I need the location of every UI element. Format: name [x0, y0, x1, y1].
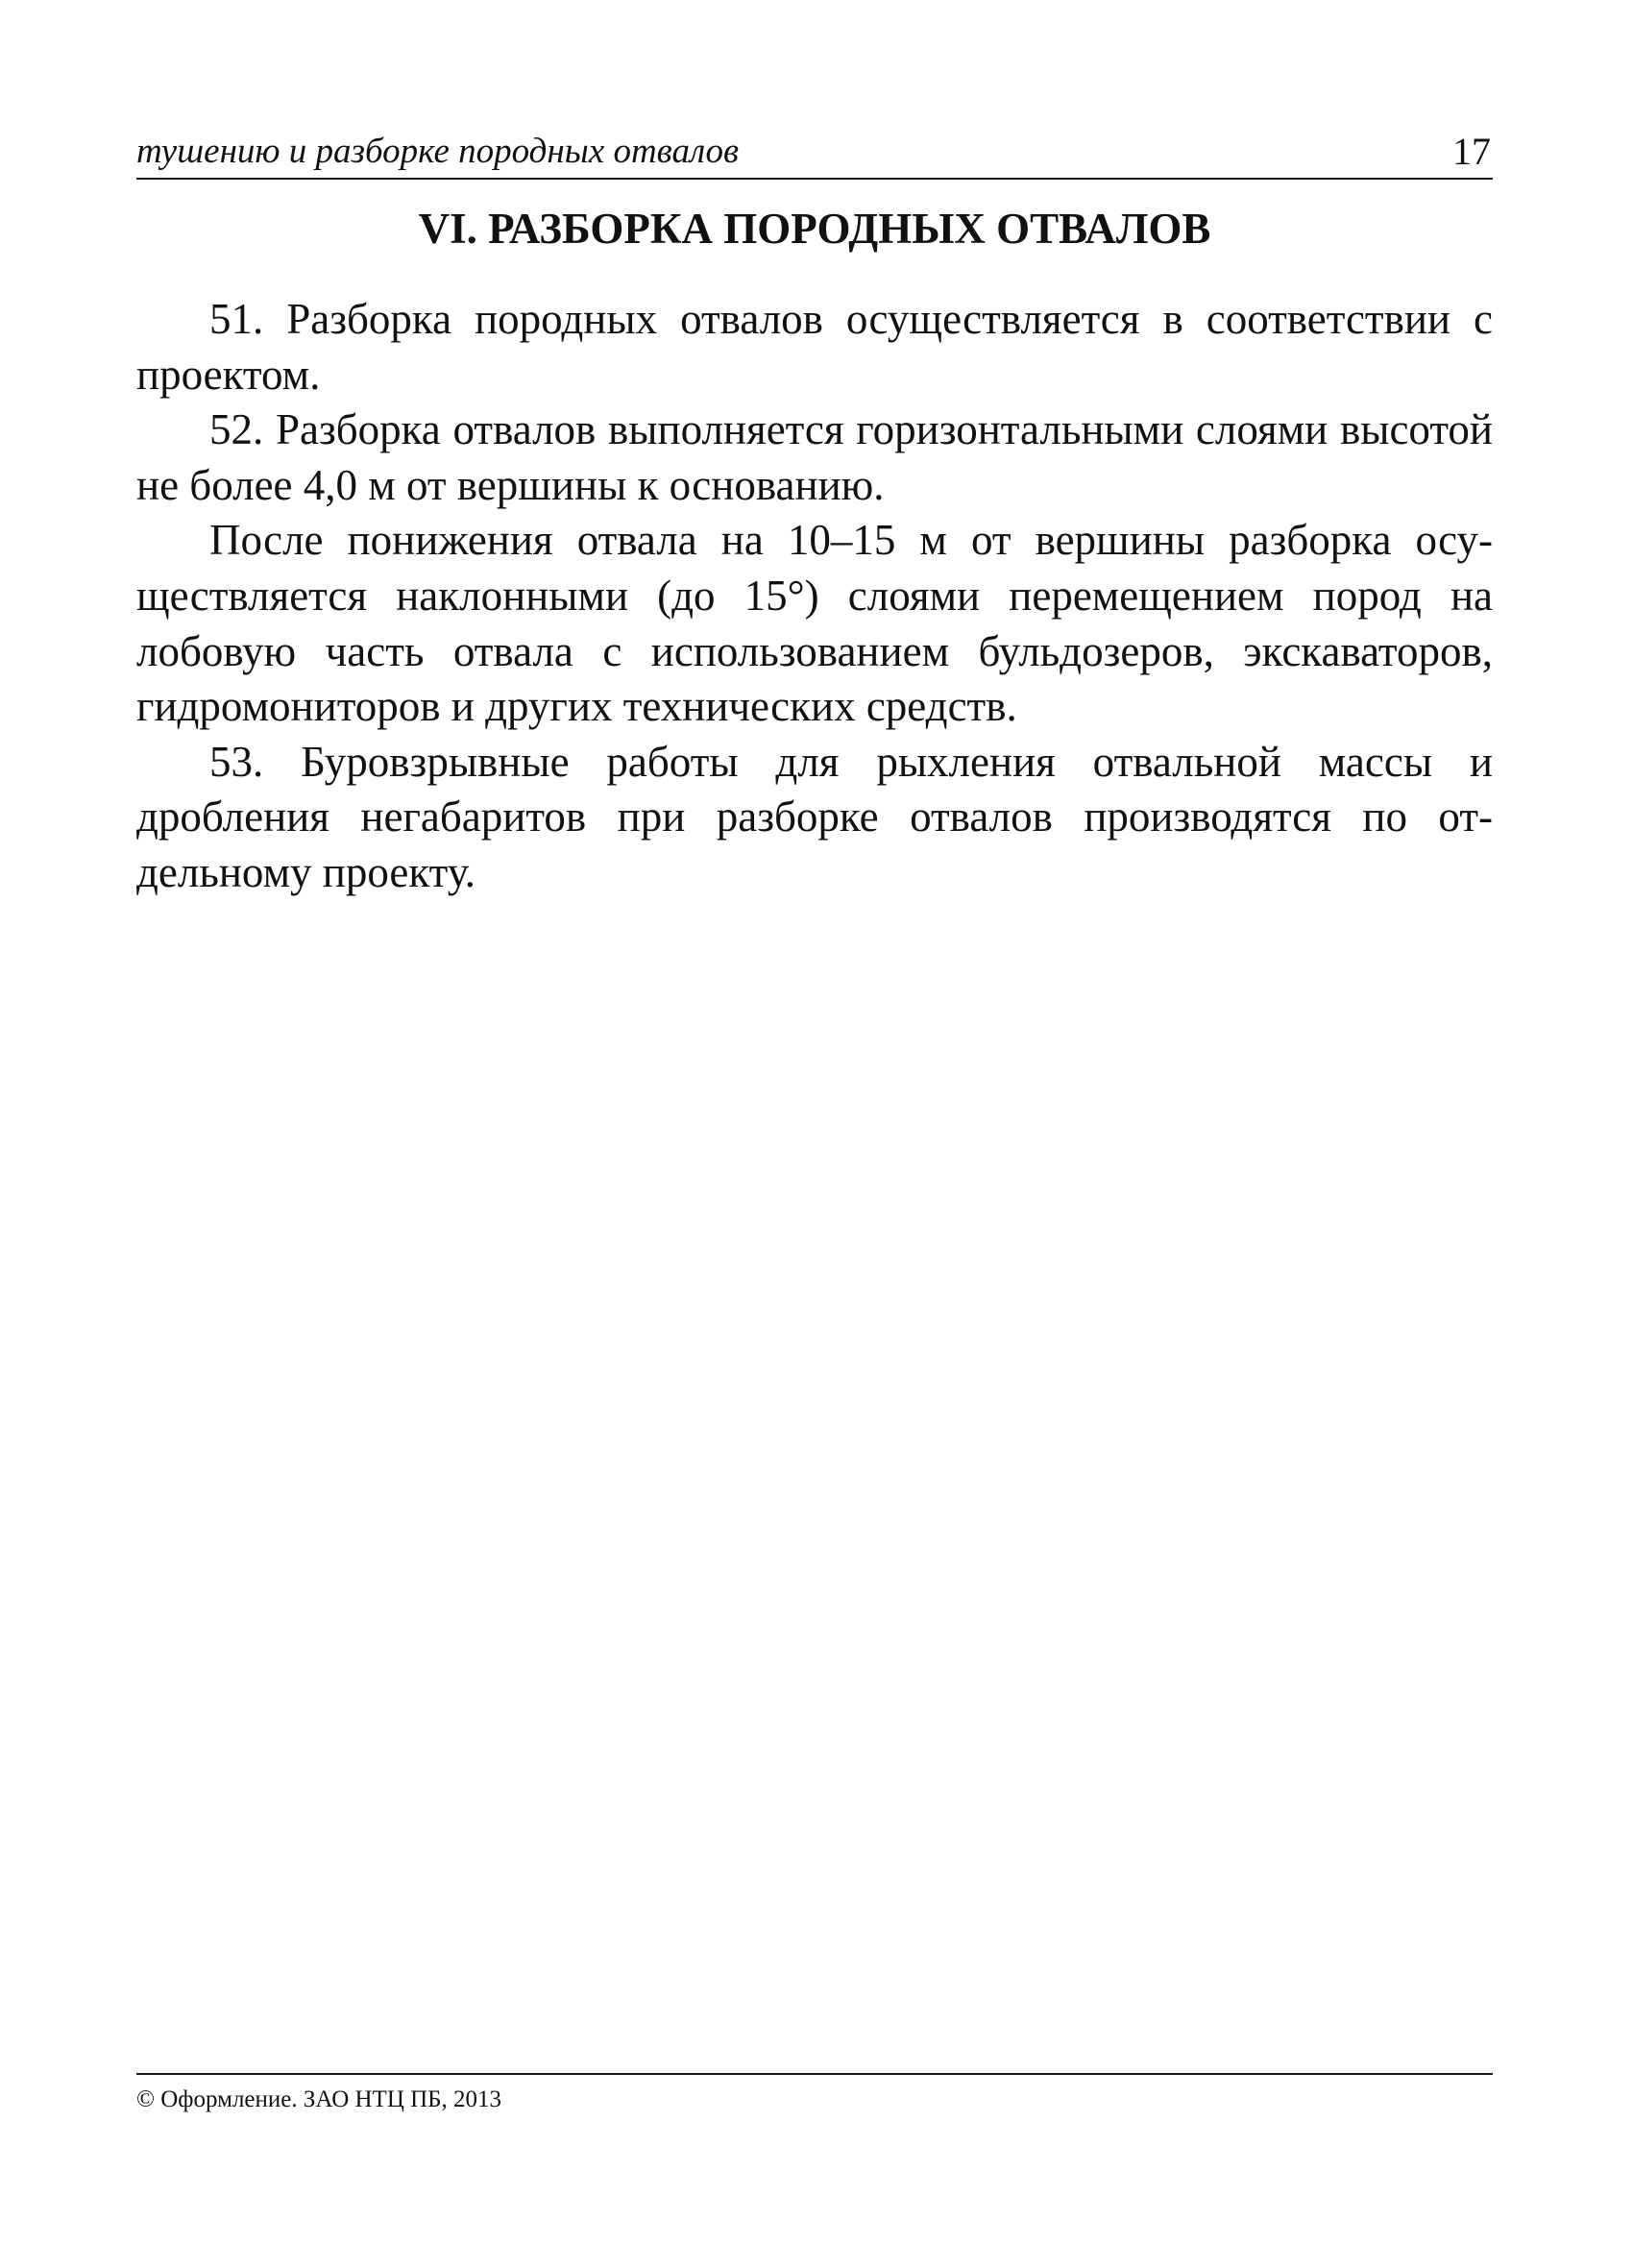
page-number: 17 — [1452, 130, 1491, 173]
footer-divider — [136, 2073, 1493, 2075]
paragraph-51: 51. Разборка породных отвалов осуществляется в соответствии с проектом. — [136, 295, 1493, 399]
running-title: тушению и разборке породных отвалов — [136, 132, 740, 171]
paragraph-52: 52. Разборка отвалов выполняется горизонтальными слоями высотой не более 4,0 м от вершины к основанию. — [136, 405, 1493, 509]
copyright-note: © Оформление. ЗАО НТЦ ПБ, 2013 — [136, 2086, 502, 2112]
header-divider — [136, 178, 1493, 180]
section-heading: VI. РАЗБОРКА ПОРОДНЫХ ОТВАЛОВ — [418, 205, 1211, 253]
running-header — [136, 127, 1493, 177]
paragraph-53: 53. Буровзрывные работы для рыхления отвальной массы и дробления негабаритов при разборке отвалов производятся по отдельному проекту. — [136, 737, 1493, 896]
body-text — [136, 292, 1493, 901]
paragraph-52-continuation: После понижения отвала на 10–15 м от вершины разборка осуществляется наклонными (до 15°) слоями перемещением пород на лобовую часть отвала с использованием бульдозеров, экскаваторов, гидромониторов и других технических средств. — [136, 516, 1493, 731]
